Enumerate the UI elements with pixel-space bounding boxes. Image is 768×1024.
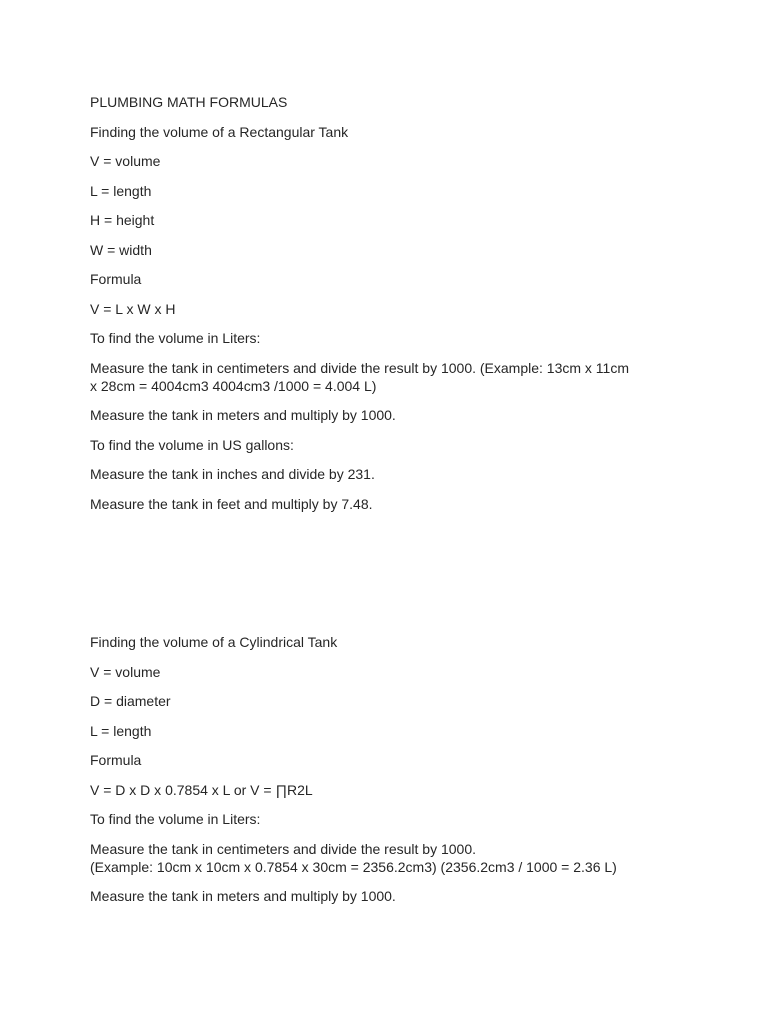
definition-length: L = length [90,182,152,199]
gallons-inches-instruction: Measure the tank in inches and divide by 231. [90,466,375,482]
gallons-heading: To find the volume in US gallons: [90,436,294,453]
liters-cm-instruction-line2: x 28cm = 4004cm3 4004cm3 /1000 = 4.004 L) [90,377,377,394]
cylindrical-heading: Finding the volume of a Cylindrical Tank [90,634,338,650]
cylindrical-tank-section [90,633,690,917]
definition-diameter: D = diameter [90,693,171,709]
rectangular-heading: Finding the volume of a Rectangular Tank [90,123,349,140]
formula-label: Formula [90,752,142,768]
gallons-feet-instruction: Measure the tank in feet and multiply by 7.48. [90,495,373,512]
liters-heading: To find the volume in Liters: [90,811,261,827]
liters-m-instruction: Measure the tank in meters and multiply by 1000. [90,407,396,423]
rectangular-tank-section [90,93,690,524]
cylindrical-formula: V = D x D x 0.7854 x L or V = ∏R2L [90,781,313,798]
definition-width: W = width [90,241,152,258]
liters-cm-instruction-line1: Measure the tank in centimeters and divide the result by 1000. [90,840,476,857]
liters-heading: To find the volume in Liters: [90,330,261,346]
definition-length: L = length [90,722,152,739]
rectangular-formula: V = L x W x H [90,300,176,317]
liters-cm-instruction-line2: (Example: 10cm x 10cm x 0.7854 x 30cm = 2356.2cm3) (2356.2cm3 / 1000 = 2.36 L) [90,858,617,875]
liters-cm-instruction-line1: Measure the tank in centimeters and divide the result by 1000. (Example: 13cm x 11cm [90,359,630,376]
definition-volume: V = volume [90,663,161,680]
liters-m-instruction: Measure the tank in meters and multiply by 1000. [90,888,396,904]
document-title: PLUMBING MATH FORMULAS [90,94,288,110]
definition-height: H = height [90,212,155,228]
definition-volume: V = volume [90,153,161,169]
formula-label: Formula [90,271,142,287]
